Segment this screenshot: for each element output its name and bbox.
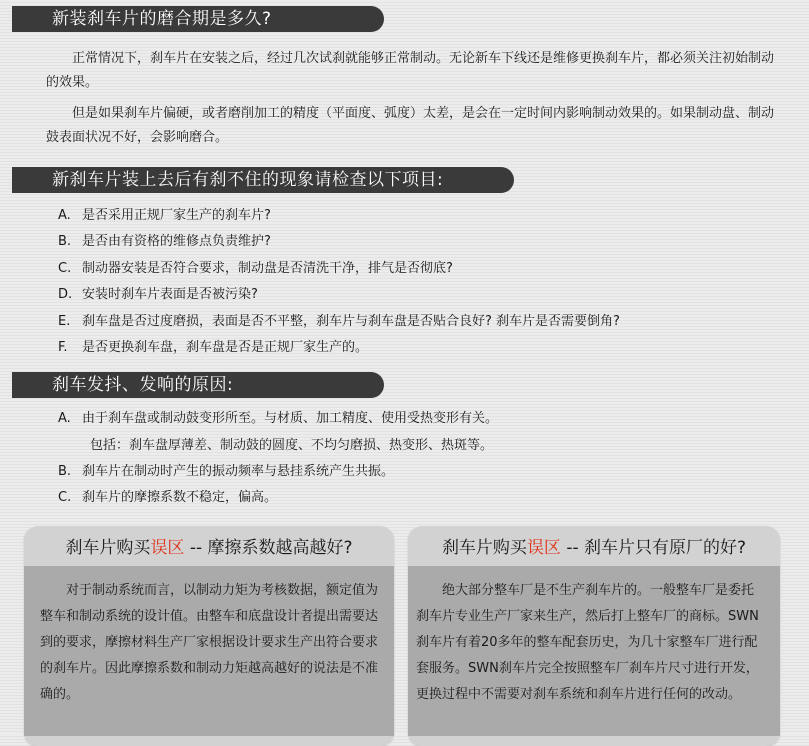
item-letter: B. [58, 464, 72, 479]
section-1-title: 新装刹车片的磨合期是多久? [52, 9, 272, 29]
item-text: 由于刹车盘或制动鼓变形所至。与材质、加工精度、使用受热变形有关。 [82, 411, 499, 426]
section-3-title: 刹车发抖、发响的原因: [52, 375, 234, 395]
check-item [58, 313, 620, 331]
cause-item [58, 463, 394, 481]
title-prefix: 刹车片购买 [441, 538, 527, 558]
item-text: 刹车盘是否过度磨损，表面是否不平整，刹车片与刹车盘是否贴合良好? 刹车片是否需要倒角? [82, 314, 620, 329]
title-suffix: -- 摩擦系数越高越好? [184, 538, 353, 558]
myth-box-left-text: 对于制动系统而言，以制动力矩为考核数据，额定值为整车和制动系统的设计值。由整车和底盘设计者提出需要达到的要求，摩擦材料生产厂家根据设计要求生产出符合要求的刹车片。因此摩擦系数和制动力矩越高越好的说法是不准确的。 [40, 583, 379, 702]
myth-box-right-text: 绝大部分整车厂是不生产刹车片的。一般整车厂是委托刹车片专业生产厂家来生产，然后打上整车厂的商标。SWN刹车片有着20多年的整车配套历史，为几十家整车厂进行配套服务。SWN刹车片完全按照整车厂刹车片尺寸进行开发，更换过程中不需要对刹车系统和刹车片进行任何的改动。 [416, 583, 759, 702]
item-letter: A. [58, 208, 71, 223]
item-letter: D. [58, 287, 73, 302]
check-item [58, 339, 368, 357]
item-letter: F. [58, 340, 68, 355]
item-text: 是否由有资格的维修点负责维护? [82, 234, 271, 249]
title-highlight: 误区 [150, 538, 185, 558]
item-text: 刹车片的摩擦系数不稳定，偏高。 [82, 490, 278, 505]
section-1-header [12, 6, 384, 32]
section-2-title: 新刹车片装上去后有刹不住的现象请检查以下项目: [52, 170, 444, 190]
item-text: 是否采用正规厂家生产的刹车片? [82, 208, 271, 223]
title-highlight: 误区 [526, 538, 561, 558]
cause-item [58, 489, 277, 507]
section-1-paragraph-2: 但是如果刹车片偏硬，或者磨削加工的精度（平面度、弧度）太差，是会在一定时间内影响制动效果的。如果制动盘、制动鼓表面状况不好，会影响磨合。 [46, 106, 775, 145]
section-3-header [12, 372, 384, 398]
item-letter: C. [58, 490, 72, 505]
cause-item [58, 410, 498, 428]
item-text: 刹车片在制动时产生的振动频率与悬挂系统产生共振。 [82, 464, 395, 479]
item-text: 制动器安装是否符合要求，制动盘是否清洗干净，排气是否彻底? [82, 261, 453, 276]
item-text: 安装时刹车片表面是否被污染? [82, 287, 258, 302]
item-letter: E. [58, 314, 71, 329]
section-1-paragraph-1: 正常情况下，刹车片在安装之后，经过几次试刹就能够正常制动。无论新车下线还是维修更换刹车片，都必须关注初始制动的效果。 [46, 51, 775, 90]
item-letter: A. [58, 411, 71, 426]
title-suffix: -- 刹车片只有原厂的好? [560, 538, 747, 558]
title-prefix: 刹车片购买 [65, 538, 151, 558]
myth-box-left-title [24, 536, 394, 560]
item-letter: C. [58, 261, 72, 276]
cause-item-detail: 包括：刹车盘厚薄差、制动鼓的圆度、不均匀磨损、热变形、热斑等。 [90, 438, 494, 453]
check-item [58, 260, 453, 278]
myth-box-right-title [408, 536, 780, 560]
check-item [58, 207, 271, 225]
check-item [58, 286, 258, 304]
item-text: 是否更换刹车盘，刹车盘是否是正规厂家生产的。 [82, 340, 369, 355]
item-letter: B. [58, 234, 72, 249]
section-2-header [12, 167, 514, 193]
check-item [58, 233, 271, 251]
